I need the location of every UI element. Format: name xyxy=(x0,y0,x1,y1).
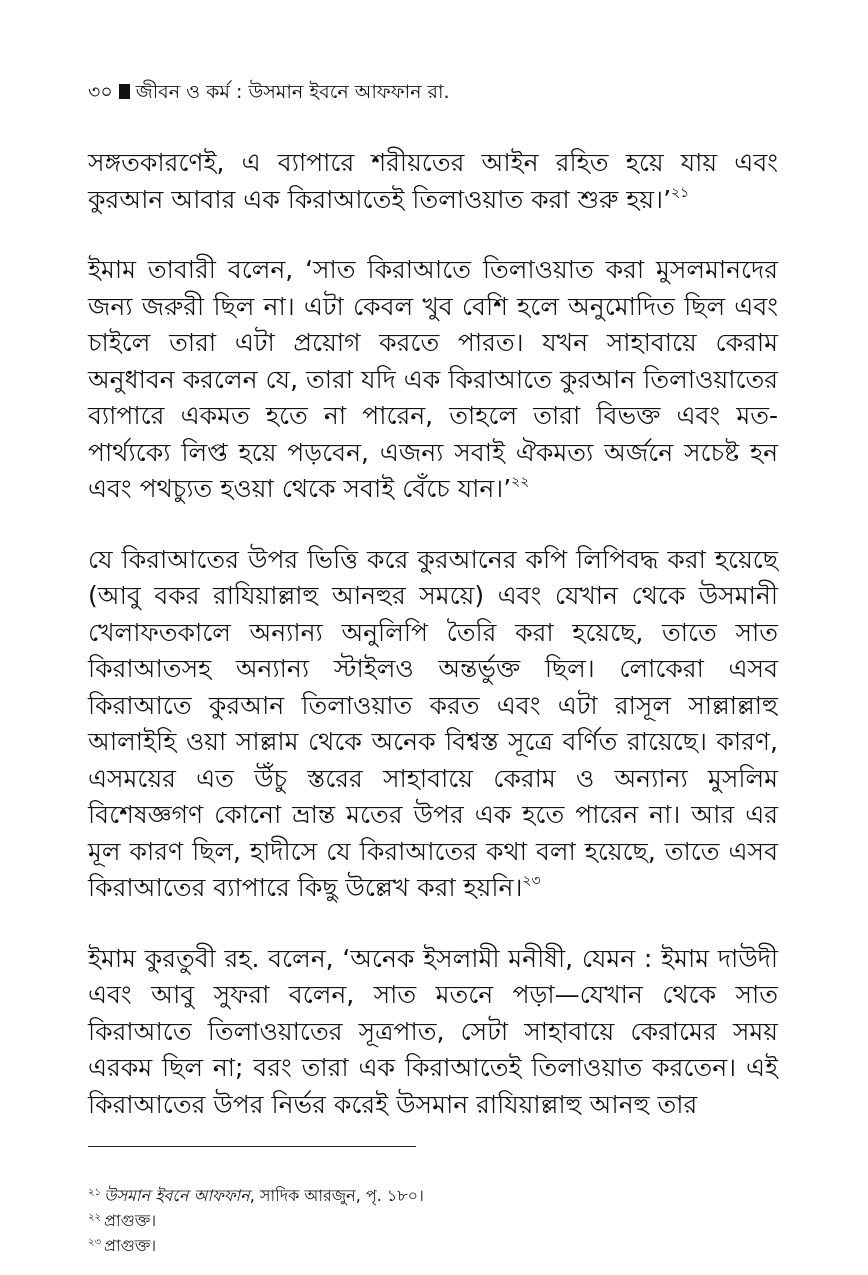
footnote-text: প্রাগুক্ত। xyxy=(104,1236,157,1255)
footnote-ref: ২৩ xyxy=(522,873,541,889)
paragraph-3 xyxy=(88,542,778,907)
footnote-number: ২২ xyxy=(88,1212,102,1223)
footnote-item xyxy=(88,1208,778,1233)
footnote-item xyxy=(88,1183,778,1208)
footnotes xyxy=(88,1183,778,1258)
footnote-book-title: উসমান ইবনে আফফান xyxy=(104,1186,250,1205)
footnote-ref: ২১ xyxy=(671,184,690,201)
footnote-divider xyxy=(88,1146,416,1147)
paragraph-4 xyxy=(88,941,778,1124)
paragraph-1 xyxy=(88,145,778,218)
body-text xyxy=(88,145,778,1157)
book-title: জীবন ও কর্ম : উসমান ইবনে আফফান রা. xyxy=(135,81,450,103)
running-header xyxy=(88,80,450,104)
footnote-ref: ২২ xyxy=(511,474,530,490)
paragraph-text: যে কিরাআতের উপর ভিত্তি করে কুরআনের কপি লিপিবদ্ধ করা হয়েছে (আবু বকর রাযিয়াল্লাহু আনহুর সময়ে) এবং যেখান থেকে উসমানী খেলাফতকালে অন্যান্য অনুলিপি তৈরি করা হয়েছে, তাতে সাত কিরাআতসহ অন্যান্য স্টাইলও অন্তর্ভুক্ত ছিল। লোকেরা এসব কিরাআতে কুরআন তিলাওয়াত করত এবং এটা রাসূল সাল্লাল্লাহু আলাইহি ওয়া সাল্লাম থেকে অনেক বিশ্বস্ত সূত্রে বর্ণিত রায়েছে। কারণ, এসময়ের এত উঁচু স্তরের সাহাবায়ে কেরাম ও অন্যান্য মুসলিম বিশেষজ্ঞগণ কোনো ভ্রান্ত মতের উপর এক হতে পারেন না। আর এর মূল কারণ ছিল, হাদীসে যে কিরাআতের কথা বলা হয়েছে, তাতে এসব কিরাআতের ব্যাপারে কিছু উল্লেখ করা হয়নি। xyxy=(88,544,778,902)
paragraph-text: সঙ্গতকারণেই, এ ব্যাপারে শরীয়তের আইন রহিত হয়ে যায় এবং কুরআন আবার এক কিরাআতেই তিলাওয়াত করা শুরু হয়।’ xyxy=(88,148,778,214)
footnote-item xyxy=(88,1233,778,1258)
paragraph-2 xyxy=(88,252,778,508)
footnote-number: ২১ xyxy=(88,1187,101,1198)
paragraph-text: ইমাম তাবারী বলেন, ‘সাত কিরাআতে তিলাওয়াত করা মুসলমানদের জন্য জরুরী ছিল না। এটা কেবল খুব বেশি হলে অনুমোদিত ছিল এবং চাইলে তারা এটা প্রয়োগ করতে পারত। যখন সাহাবায়ে কেরাম অনুধাবন করলেন যে, তারা যদি এক কিরাআতে কুরআন তিলাওয়াতের ব্যাপারে একমত হতে না পারেন, তাহলে তারা বিভক্ত এবং মত-পার্থ্যক্যে লিপ্ত হয়ে পড়বেন, এজন্য সবাই ঐকমত্য অর্জনে সচেষ্ট হন এবং পথচ্যুত হওয়া থেকে সবাই বেঁচে যান।’ xyxy=(88,255,778,503)
page-number: ৩০ xyxy=(88,81,113,103)
footnote-number: ২৩ xyxy=(88,1237,102,1248)
paragraph-text: ইমাম কুরতুবী রহ. বলেন, ‘অনেক ইসলামী মনীষী, যেমন : ইমাম দাউদী এবং আবু সুফরা বলেন, সাত মতনে পড়া—যেখান থেকে সাত কিরাআতে তিলাওয়াতের সূত্রপাত, সেটা সাহাবায়ে কেরামের সময় এরকম ছিল না; বরং তারা এক কিরাআতেই তিলাওয়াত করতেন। এই কিরাআতের উপর নির্ভর করেই উসমান রাযিয়াল্লাহু আনহু তার xyxy=(88,943,778,1119)
square-bullet-icon xyxy=(119,84,130,99)
footnote-text: প্রাগুক্ত। xyxy=(104,1211,157,1230)
footnote-text: , সাদিক আরজুন, পৃ. ১৮০। xyxy=(249,1186,424,1205)
